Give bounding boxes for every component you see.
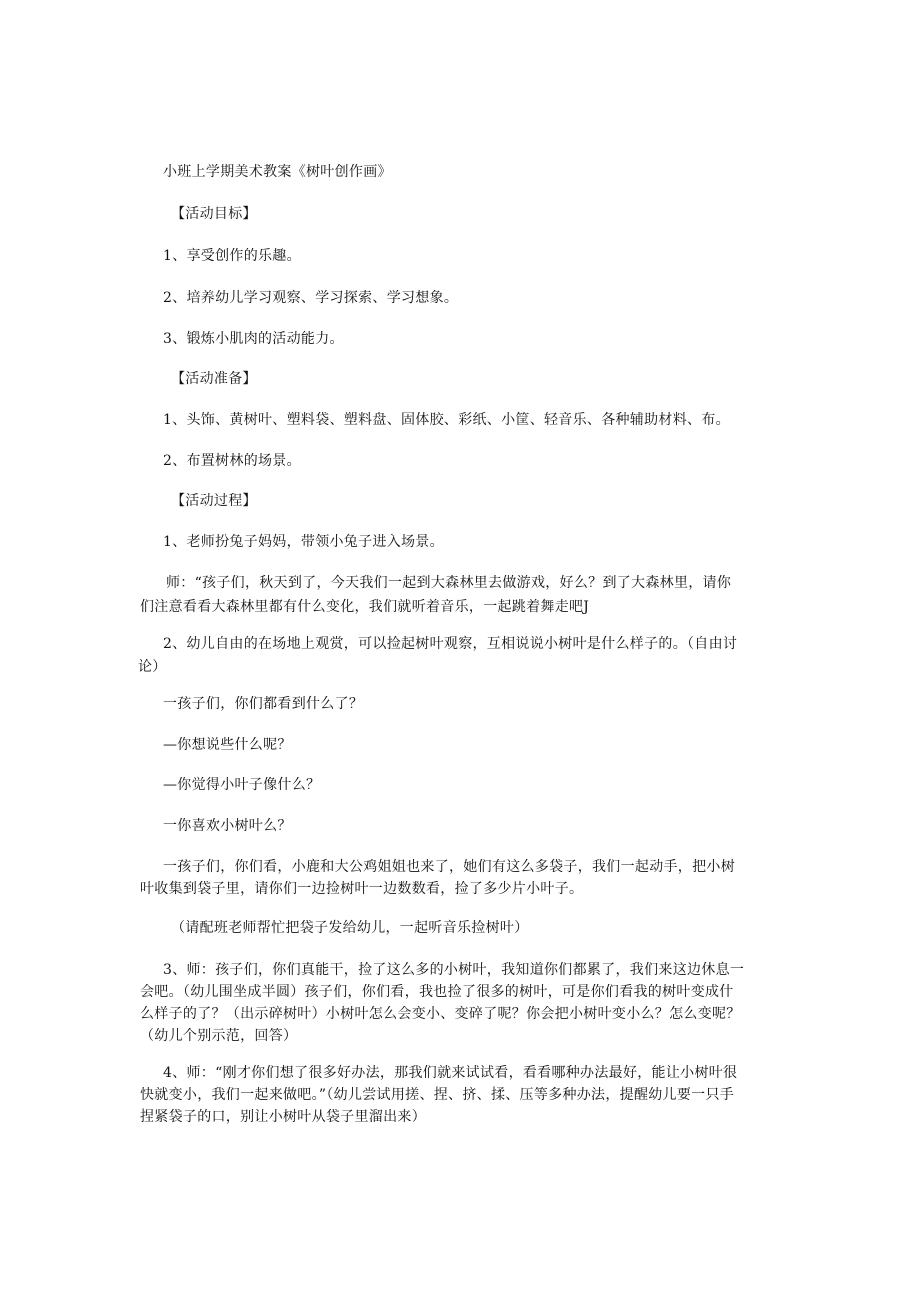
- process-step-4-line1: 4、师：“刚才你们想了很多好办法，那我们就来试试看，看看哪种办法最好，能让小树叶很: [163, 1065, 738, 1081]
- process-step-3-line4: （幼儿个别示范，回答）: [140, 1028, 298, 1044]
- question-1: 一孩子们，你们都看到什么了？: [163, 696, 364, 712]
- process-step-4-line3: 捏紧袋子的口，别让小树叶从袋子里溜出来）: [140, 1109, 426, 1125]
- question-4: 一你喜欢小树叶么？: [163, 818, 292, 834]
- goal-item-2: 2、培养幼儿学习观察、学习探索、学习想象。: [163, 290, 459, 306]
- prep-item-2: 2、布置树林的场景。: [163, 453, 301, 469]
- question-3: —你觉得小叶子像什么？: [163, 777, 321, 793]
- process-step-3-line3: 么样子的了？（出示碎树叶）小树叶怎么会变小、变碎了呢？你会把小树叶变小么？怎么变呢？: [140, 1006, 741, 1022]
- question-5-line1: 一孩子们，你们看，小鹿和大公鸡姐姐也来了，她们有这么多袋子，我们一起动手，把小树: [163, 859, 735, 875]
- teacher-speech-1-line1: 师：“孩子们，秋天到了，今天我们一起到大森林里去做游戏，好么？到了大森林里，请你: [166, 575, 732, 591]
- prep-item-1: 1、头饰、黄树叶、塑料袋、塑料盘、固体胶、彩纸、小筐、轻音乐、各种辅助材料、布。: [163, 412, 730, 428]
- process-step-2-line2: 论）: [138, 659, 167, 675]
- process-step-4-line2: 快就变小，我们一起来做吧。”（幼儿尝试用搓、捏、挤、揉、压等多种办法，提醒幼儿要一只手: [140, 1087, 735, 1103]
- teacher-speech-1-line2: 们注意看看大森林里都有什么变化，我们就听着音乐，一起跳着舞走吧J: [140, 599, 590, 615]
- process-step-3-line1: 3、师：孩子们，你们真能干，捡了这么多的小树叶，我知道你们都累了，我们来这边休息一: [163, 962, 745, 978]
- note-text: （请配班老师帮忙把袋子发给幼儿，一起听音乐捡树叶）: [171, 920, 529, 936]
- document-title: 小班上学期美术教案《树叶创作画》: [163, 164, 392, 180]
- question-2: —你想说些什么呢？: [163, 737, 292, 753]
- process-step-2-line1: 2、幼儿自由的在场地上观赏，可以捡起树叶观察，互相说说小树叶是什么样子的。（自由讨: [163, 636, 738, 652]
- heading-goals: 【活动目标】: [171, 206, 257, 222]
- process-step-3-line2: 会吧。（幼儿围坐成半圆）孩子们，你们看，我也捡了很多的树叶，可是你们看我的树叶变成什: [140, 984, 734, 1000]
- question-5-line2: 叶收集到袋子里，请你们一边捡树叶一边数数看，捡了多少片小叶子。: [140, 881, 584, 897]
- goal-item-3: 3、锻炼小肌肉的活动能力。: [163, 331, 344, 347]
- process-step-1: 1、老师扮兔子妈妈，带领小兔子进入场景。: [163, 534, 444, 550]
- goal-item-1: 1、享受创作的乐趣。: [163, 248, 301, 264]
- heading-prep: 【活动准备】: [171, 371, 257, 387]
- heading-process: 【活动过程】: [171, 493, 257, 509]
